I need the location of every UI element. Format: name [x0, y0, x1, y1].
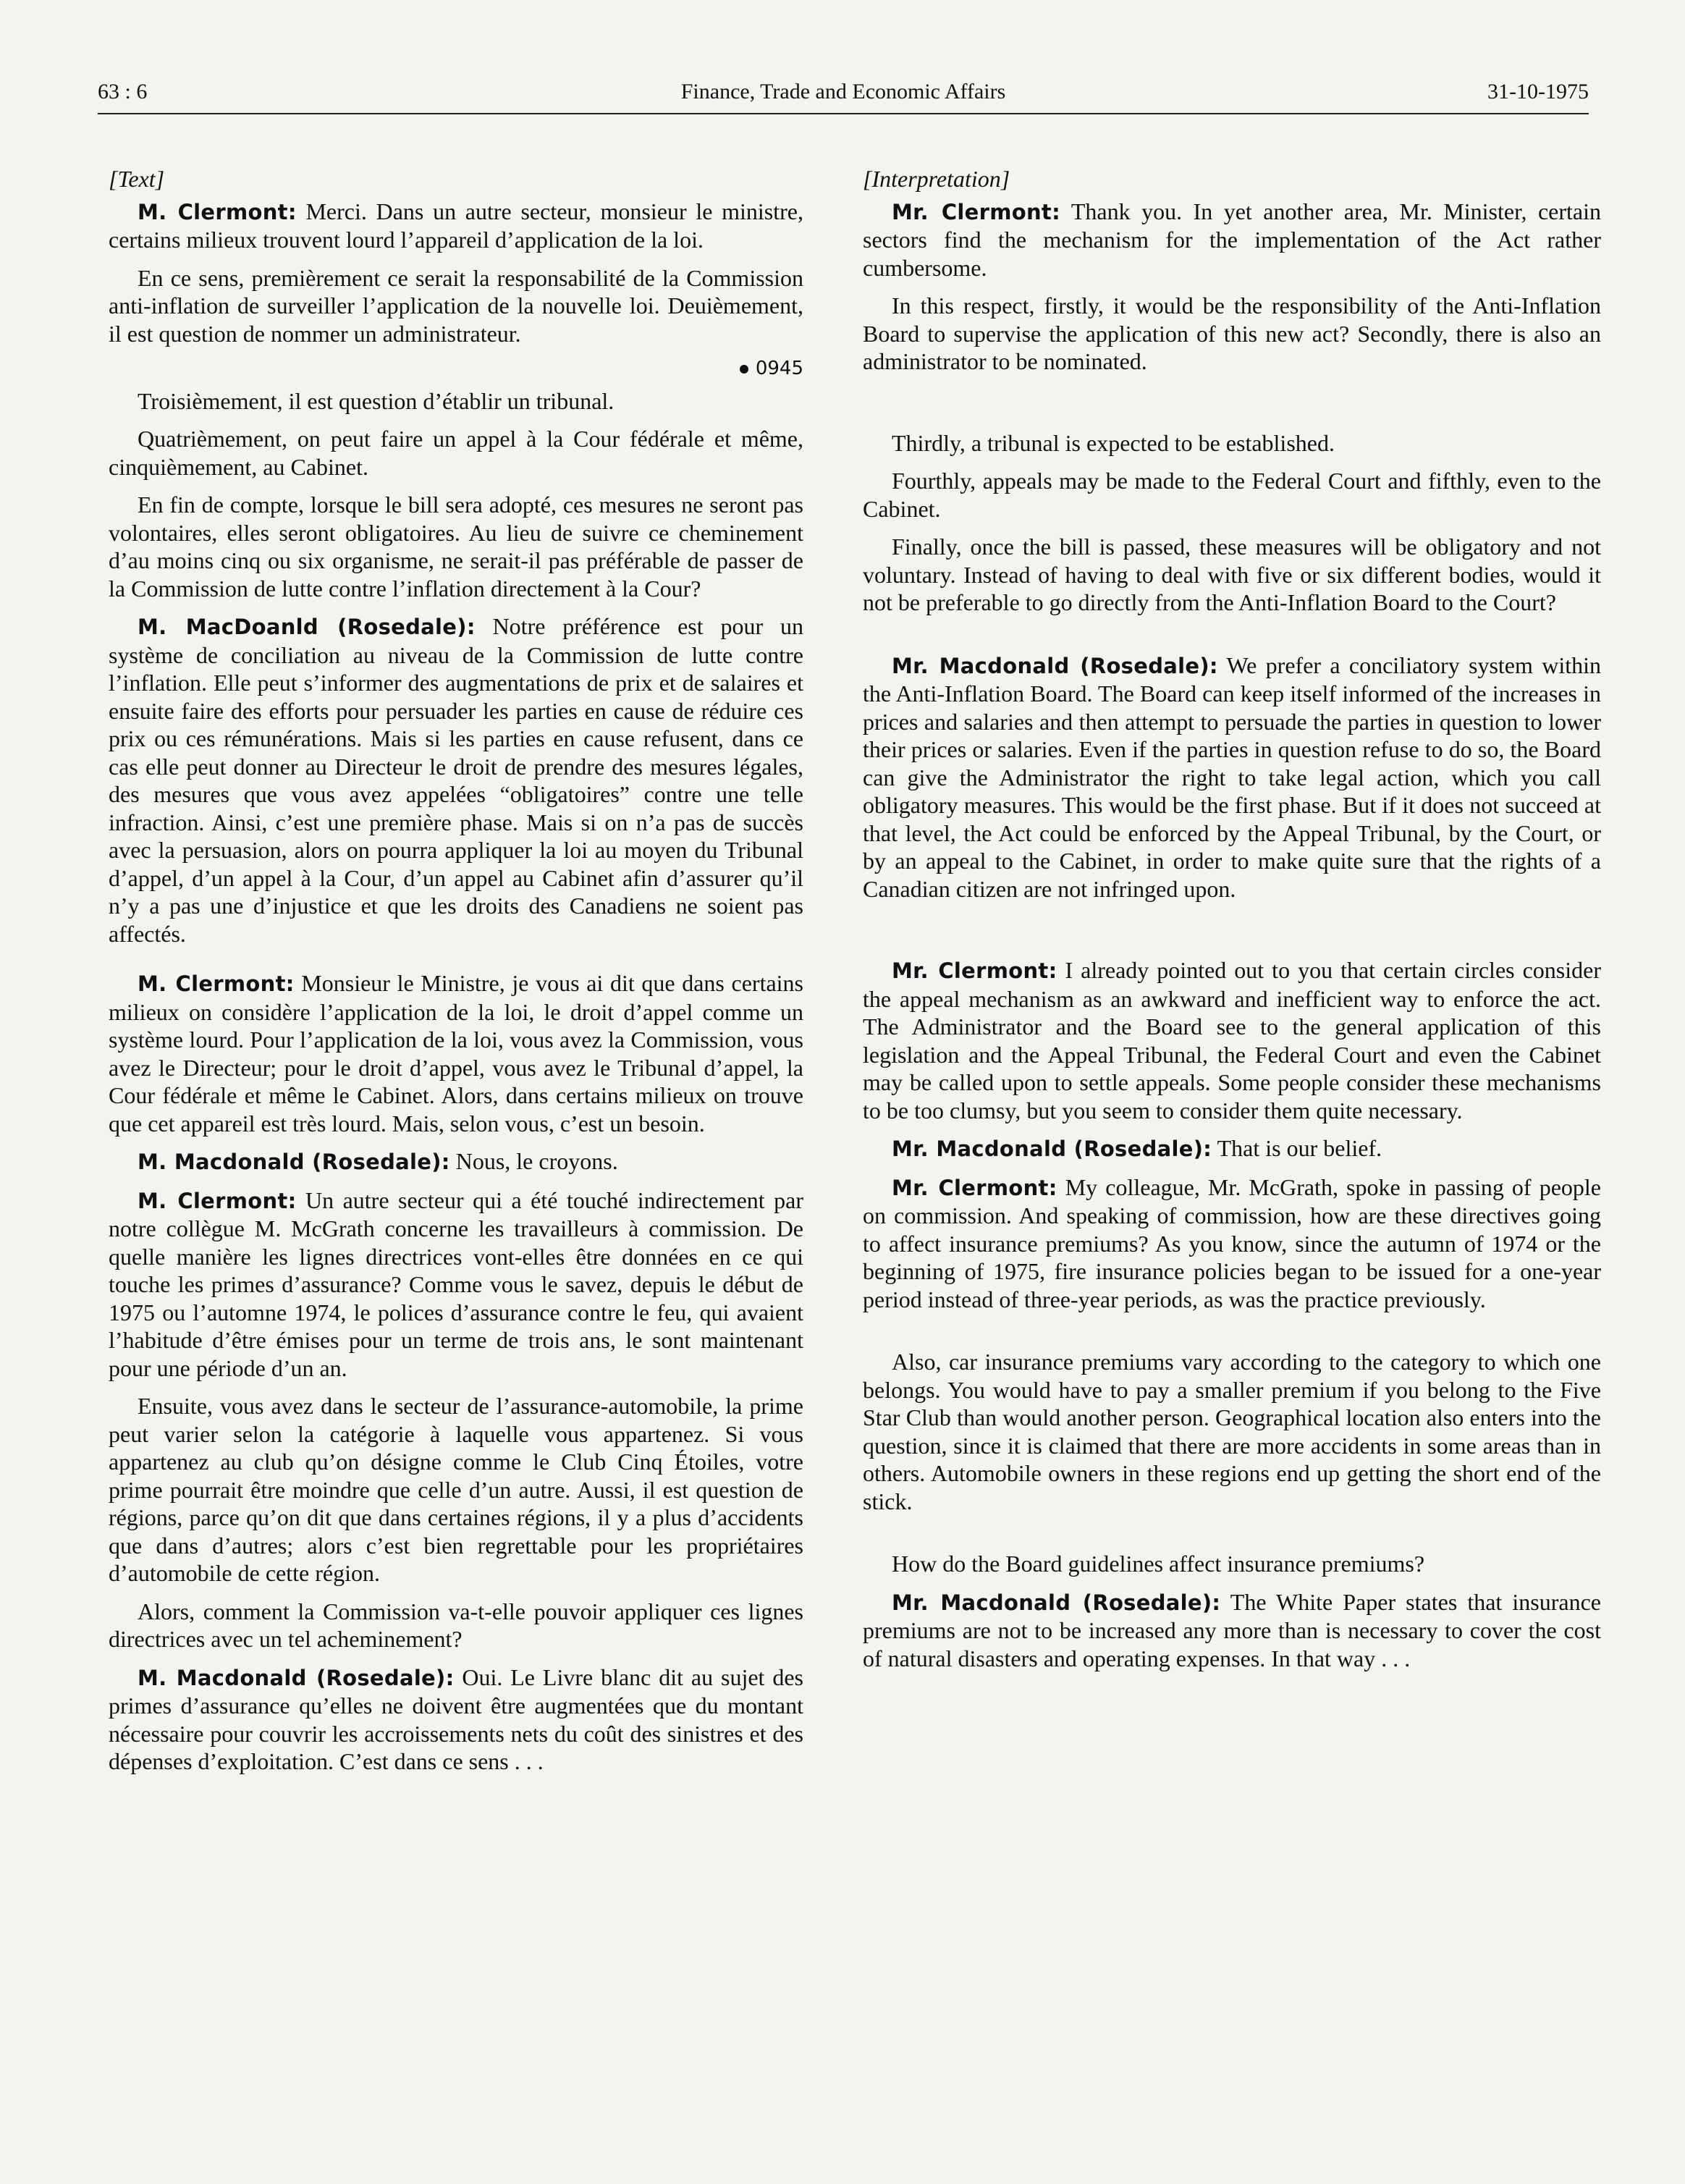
- paragraph: In this respect, firstly, it would be the responsibility of the Anti-Inflation Board to supervise the application of this new act? Secondly, there is also an administrator to be nominated.: [863, 292, 1601, 374]
- paragraph: En fin de compte, lorsque le bill sera adopté, ces mesures ne seront pas volontaires, elles seront obligatoires. Au lieu de suivre ce cheminement d’au moins cinq ou six organisme, ne serait-il pas préférable de passer de la Commission de lutte contre l’inflation directement à la Cour?: [109, 492, 803, 602]
- text-label: [Text]: [109, 166, 165, 192]
- paragraph: M. Clermont: Monsieur le Ministre, je vous ai dit que dans certains milieux on considère l’application de la loi, le droit d’appel comme un système lourd. Pour l’application de la loi, vous avez la Commission, vous avez le Directeur; pour le droit d’appel, vous avez le Tribunal d’appel, la Cour fédérale et même le Cabinet. Alors, dans certains milieux on trouve que cet appareil est très lourd. Mais, selon vous, c’est un besoin.: [109, 970, 804, 1137]
- speaker: Mr. Macdonald (Rosedale):: [892, 653, 1218, 678]
- paragraph: Mr. Macdonald (Rosedale): That is our belief.: [892, 1135, 1382, 1161]
- page-title: Finance, Trade and Economic Affairs: [680, 80, 1006, 104]
- speaker: M. MacDoanld (Rosedale):: [138, 615, 476, 639]
- speaker: Mr. Macdonald (Rosedale):: [892, 1137, 1212, 1161]
- speaker: Mr. Clermont:: [892, 199, 1060, 224]
- speaker: M. Macdonald (Rosedale):: [138, 1150, 450, 1174]
- page-header: [98, 78, 1589, 114]
- speaker: Mr. Clermont:: [892, 958, 1057, 983]
- paragraph: Thirdly, a tribunal is expected to be established.: [892, 429, 1335, 456]
- paragraph: M. Macdonald (Rosedale): Oui. Le Livre blanc dit au sujet des primes d’assurance qu’elles ne doivent être augmentées que du montant nécessaire pour couvrir les accroissements nets du coût des sinistres et des dépenses d’exploitation. C’est dans ce sens . . .: [109, 1664, 803, 1774]
- paragraph: Mr. Macdonald (Rosedale): We prefer a conciliatory system within the Anti-Inflation Board. The Board can keep itself informed of the increases in prices and salaries and then attempt to persuade the parties in question to lower their prices or salaries. Even if the parties in question refuse to do so, the Board can give the Administrator the right to take legal action, which you call obligatory measures. This would be the first phase. But if it does not succeed at that level, the Act could be enforced by the Appeal Tribunal, by the Court, or by an appeal to the Cabinet, in order to make quite sure that the rights of a Canadian citizen are not infringed upon.: [863, 652, 1601, 902]
- paragraph: How do the Board guidelines affect insurance premiums?: [892, 1551, 1425, 1577]
- speaker: M. Macdonald (Rosedale):: [138, 1665, 455, 1690]
- paragraph: Mr. Macdonald (Rosedale): The White Paper states that insurance premiums are not to be increased any more than is necessary to cover the cost of natural disasters and operating expenses. In that way . . .: [863, 1588, 1601, 1671]
- french-column: [109, 165, 803, 1786]
- time-marker: 0945: [109, 355, 803, 383]
- speaker: Mr. Macdonald (Rosedale):: [892, 1590, 1221, 1615]
- paragraph: M. Clermont: Un autre secteur qui a été touché indirectement par notre collègue M. McGrath concerne les travailleurs à commission. De quelle manière les lignes directrices vont-elles être données en ce qui touche les primes d’assurance? Comme vous le savez, depuis le début de 1975 ou l’automne 1974, le polices d’assurance contre le feu, qui avaient l’habitude d’être émises pour un terme de trois ans, le sont maintenant pour une période d’un an.: [109, 1186, 803, 1381]
- paragraph: M. Clermont: Merci. Dans un autre secteur, monsieur le ministre, certains milieux trouvent lourd l’appareil d’application de la loi.: [109, 198, 803, 253]
- paragraph: Ensuite, vous avez dans le secteur de l’assurance-automobile, la prime peut varier selon la catégorie à laquelle vous appartenez. Si vous appartenez au club qu’on désigne comme le Club Cinq Étoiles, votre prime pourrait être moindre que celle d’un autre. Aussi, il est question de régions, parce qu’on dit que dans certaines régions, il y a plus d’accidents que dans d’autres; alors c’est bien regrettable pour les propriétaires d’automobile de cette région.: [109, 1393, 803, 1586]
- paragraph: Fourthly, appeals may be made to the Federal Court and fifthly, even to the Cabinet.: [863, 468, 1601, 522]
- page-number: 63 : 6: [98, 80, 148, 104]
- bullet-icon: [740, 365, 748, 374]
- speaker: M. Clermont:: [138, 1188, 297, 1213]
- paragraph: Mr. Clermont: I already pointed out to you that certain circles consider the appeal mechanism as an awkward and inefficient way to enforce the act. The Administrator and the Board see to the general application of this legislation and the Appeal Tribunal, the Federal Court and even the Cabinet may be called upon to settle appeals. Some people consider these mechanisms to be too clumsy, but you seem to consider them quite necessary.: [863, 957, 1601, 1123]
- page-date: 31-10-1975: [1487, 80, 1589, 104]
- paragraph: Troisièmement, il est question d’établir un tribunal.: [138, 387, 615, 414]
- english-column: [863, 165, 1601, 1682]
- paragraph: En ce sens, premièrement ce serait la responsabilité de la Commission anti-inflation de surveiller l’application de la nouvelle loi. Deuièmement, il est question de nommer un administrateur.: [109, 264, 803, 347]
- paragraph: Finally, once the bill is passed, these measures will be obligatory and not voluntary. Instead of having to deal with five or six different bodies, would it not be preferable to go directly from the Anti-Inflation Board to the Court?: [863, 534, 1601, 615]
- paragraph: M. Macdonald (Rosedale): Nous, le croyons.: [138, 1148, 618, 1174]
- speaker: Mr. Clermont:: [892, 1175, 1057, 1200]
- paragraph: M. MacDoanld (Rosedale): Notre préférence est pour un système de conciliation au niveau de la Commission de lutte contre l’inflation. Elle peut s’informer des augmentations de prix et de salaires et ensuite faire des efforts pour persuader les parties en cause de réduire ces prix ou ces rémunérations. Mais si les parties en cause refusent, dans ce cas elle peut donner au Directeur le droit de prendre des mesures légales, des mesures que vous avez appelées “obligatoires” contre une telle infraction. Ainsi, c’est une première phase. Mais si on n’a pas de succès avec la persuasion, alors on pourra appliquer la loi au moyen du Tribunal d’appel, d’un appel à la Cour, d’un appel au Cabinet afin d’assurer qu’il n’y a pas une d’injustice et que les droits des Canadiens ne soient pas affectés.: [109, 613, 803, 947]
- paragraph: Mr. Clermont: My colleague, Mr. McGrath, spoke in passing of people on commission. And speaking of commission, how are these directives going to affect insurance premiums? As you know, since the autumn of 1974 or the beginning of 1975, fire insurance policies began to be issued for a one-year period instead of three-year periods, as was the practice previously.: [863, 1173, 1601, 1312]
- paragraph: Alors, comment la Commission va-t-elle pouvoir appliquer ces lignes directrices avec un tel acheminement?: [109, 1598, 803, 1652]
- speaker: M. Clermont:: [138, 199, 297, 224]
- interpretation-label: [Interpretation]: [863, 166, 1010, 192]
- paragraph: Quatrièmement, on peut faire un appel à la Cour fédérale et même, cinquièmement, au Cabinet.: [109, 426, 803, 480]
- paragraph: Also, car insurance premiums vary according to the category to which one belongs. You would have to pay a smaller premium if you belong to the Five Star Club than would another person. Geographical location also enters into the question, since it is claimed that there are more accidents in some areas than in others. Automobile owners in these regions end up getting the short end of the stick.: [863, 1349, 1601, 1514]
- paragraph: Mr. Clermont: Thank you. In yet another area, Mr. Minister, certain sectors find the mechanism for the implementation of the Act rather cumbersome.: [863, 198, 1602, 281]
- speaker: M. Clermont:: [138, 971, 295, 996]
